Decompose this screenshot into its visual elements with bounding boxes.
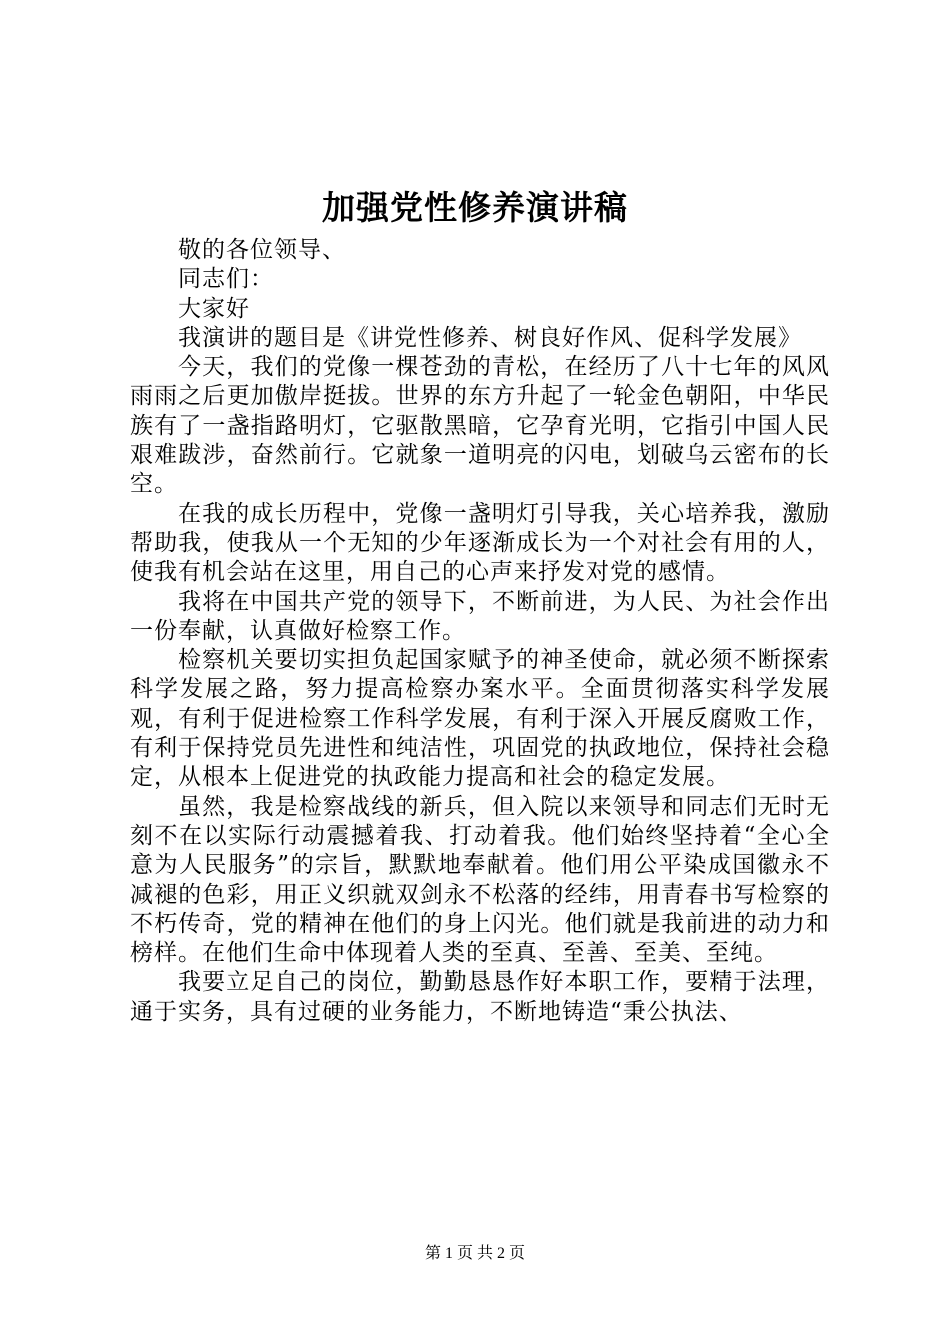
document-body [130, 236, 830, 1027]
document-title: 加强党性修养演讲稿 [322, 188, 628, 227]
salutation-leaders: 敬的各位领导、 [178, 237, 346, 263]
salutation-comrades: 同志们： [178, 266, 274, 293]
salutation-greeting: 大家好 [178, 295, 250, 322]
speech-topic-paragraph: 我演讲的题目是《讲党性修养、树良好作风、促科学发展》 [178, 324, 802, 351]
body-paragraph: 虽然，我是检察战线的新兵，但入院以来领导和同志们无时无刻不在以实际行动震撼着我、打动着我。他们始终坚持着“全心全意为人民服务”的宗旨，默默地奉献着。他们用公平染成国徽永不减褪的色彩，用正义织就双剑永不松落的经纬，用青春书写检察的不朽传奇，党的精神在他们的身上闪光。他们就是我前进的动力和榜样。在他们生命中体现着人类的至真、至善、至美、至纯。 [130, 793, 830, 967]
body-paragraph: 今天，我们的党像一棵苍劲的青松，在经历了八十七年的风风雨雨之后更加傲岸挺拔。世界的东方升起了一轮金色朝阳，中华民族有了一盏指路明灯，它驱散黑暗，它孕育光明，它指引中国人民艰难跋涉，奋然前行。它就象一道明亮的闪电，划破乌云密布的长空。 [130, 354, 830, 498]
body-paragraph: 在我的成长历程中，党像一盏明灯引导我，关心培养我，激励帮助我，使我从一个无知的少年逐渐成长为一个对社会有用的人，使我有机会站在这里，用自己的心声来抒发对党的感情。 [130, 500, 830, 586]
body-paragraph: 检察机关要切实担负起国家赋予的神圣使命，就必须不断探索科学发展之路，努力提高检察办案水平。全面贯彻落实科学发展观，有利于促进检察工作科学发展，有利于深入开展反腐败工作，有利于保持党员先进性和纯洁性，巩固党的执政地位，保持社会稳定，从根本上促进党的执政能力提高和社会的稳定发展。 [130, 647, 830, 791]
body-paragraph: 我要立足自己的岗位，勤勤恳恳作好本职工作，要精于法理，通于实务，具有过硬的业务能力，不断地铸造“秉公执法、 [130, 969, 830, 1025]
body-paragraph: 我将在中国共产党的领导下，不断前进，为人民、为社会作出一份奉献，认真做好检察工作。 [130, 588, 830, 644]
page-footer: 第 1 页 共 2 页 [424, 1245, 525, 1262]
